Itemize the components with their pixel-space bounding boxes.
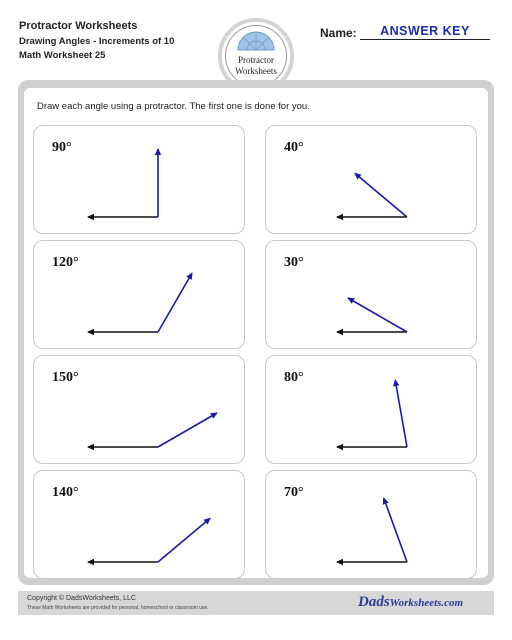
angle-problem-card [265,470,477,579]
copyright: Copyright © DadsWorksheets, LLC [27,595,136,602]
usage-note: These Math Worksheets are provided for personal, homeschool or classroom use. [27,605,209,611]
angle-problem-card [265,125,477,234]
angle-label: 150° [52,370,79,385]
worksheet-subtitle: Drawing Angles - Increments of 10 [19,36,175,47]
angle-label: 90° [52,140,72,155]
angle-problem-card [33,470,245,579]
angle-ray [158,518,210,562]
protractor-icon [236,30,276,52]
name-answer-key: ANSWER KEY [360,24,490,40]
angle-ray [348,298,407,332]
angle-problem-card [33,125,245,234]
angle-problem-card [265,240,477,349]
angle-label: 70° [284,485,304,500]
angle-label: 120° [52,255,79,270]
angle-problem-card [265,355,477,464]
badge-line-1: Protractor [238,55,274,65]
brand-rest: Worksheets.com [389,597,464,609]
angle-problem-card [33,240,245,349]
angle-ray [384,498,407,562]
angle-label: 80° [284,370,304,385]
angle-ray [158,273,192,332]
angle-ray [355,173,407,217]
angle-label: 30° [284,255,304,270]
angle-label: 40° [284,140,304,155]
brand-main: Dads [358,594,390,610]
angle-label: 140° [52,485,79,500]
angle-problem-card [33,355,245,464]
badge-line-2: Worksheets [235,66,277,76]
worksheet-title: Protractor Worksheets [19,20,138,32]
worksheet-number: Math Worksheet 25 [19,50,106,61]
brand-logo [358,594,463,611]
name-label: Name: [320,26,357,40]
instructions: Draw each angle using a protractor. The first one is done for you. [37,101,310,112]
angle-ray [395,380,407,447]
angle-ray [158,413,217,447]
